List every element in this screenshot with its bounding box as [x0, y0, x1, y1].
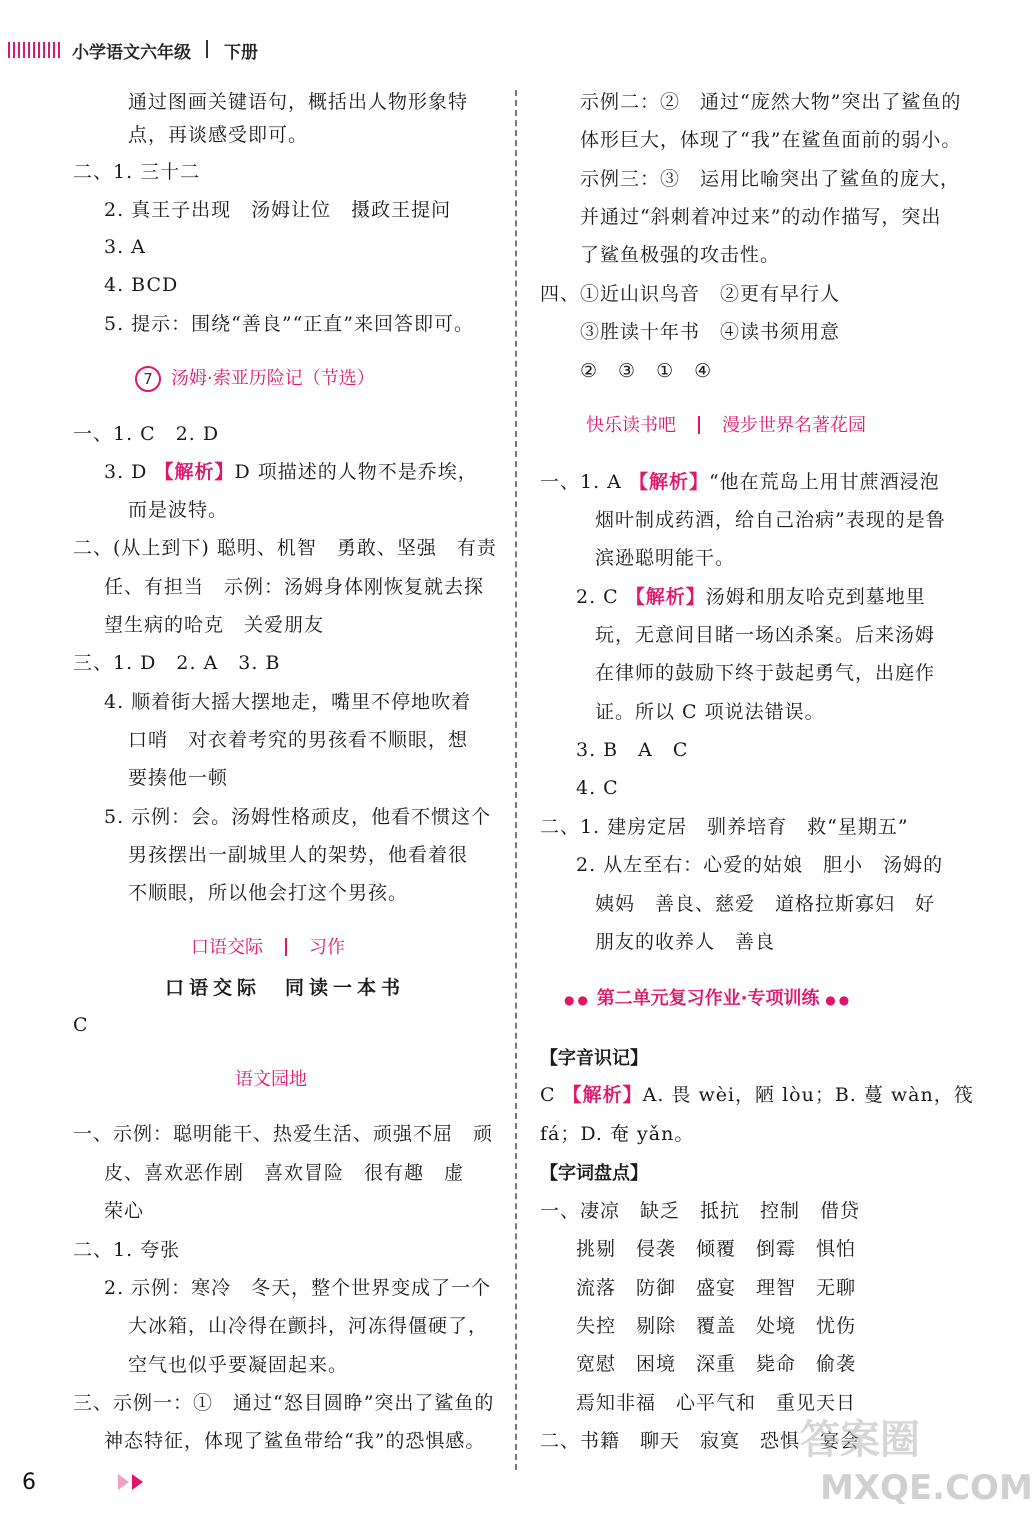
answer-line: 4. BCD — [104, 274, 179, 296]
answer-text: D 项描述的人物不是乔埃， — [234, 461, 478, 483]
column-divider — [515, 90, 517, 1470]
answer-text: C — [540, 1084, 556, 1106]
watermark-url: MXQE.COM — [820, 1468, 1033, 1508]
answer-line: 二、1. 夸张 — [73, 1239, 181, 1261]
answer-line: 4. 顺着街大摇大摆地走，嘴里不停地吹着 — [104, 691, 472, 713]
answer-line: 男孩摆出一副城里人的架势，他看着很 — [128, 844, 469, 866]
answer-line — [540, 469, 940, 495]
section-heading-oral — [191, 933, 345, 959]
answer-text: A. 畏 wèi，陋 lòu；B. 蔓 wàn，筏 — [642, 1084, 974, 1106]
page-header — [0, 30, 400, 63]
section-heading-text: 快乐读书吧 — [586, 415, 676, 436]
header-title: 小学语文六年级 — [72, 43, 191, 63]
header-stripes — [8, 42, 60, 58]
answer-line: 滨逊聪明能干。 — [595, 547, 736, 569]
word-list-row: 挑剔 侵袭 倾覆 倒霉 惧怕 — [576, 1238, 857, 1260]
answer-text: 一、1. A — [540, 471, 622, 493]
heading-bar — [285, 938, 287, 956]
analysis-tag: 【解析】 — [628, 471, 709, 493]
answer-line: 荣心 — [104, 1200, 145, 1222]
answer-line: 5. 示例：会。汤姆性格顽皮，他看不惯这个 — [104, 806, 492, 828]
answer-line: 任、有担当 示例：汤姆身体刚恢复就去探 — [104, 576, 485, 598]
answer-text: 3. D — [104, 461, 148, 483]
answer-line — [576, 584, 926, 610]
word-list-row: 失控 剔除 覆盖 处境 忧伤 — [576, 1315, 857, 1337]
answer-line: 玩，无意间目睹一场凶杀案。后来汤姆 — [595, 624, 936, 646]
word-list-row: 流落 防御 盛宴 理智 无聊 — [576, 1277, 857, 1299]
section-heading-garden: 语文园地 — [235, 1069, 307, 1090]
page-arrows-decoration — [118, 1474, 160, 1494]
page-number: 6 — [22, 1470, 36, 1495]
answer-line: C — [73, 1014, 89, 1036]
heading-bar — [698, 416, 700, 434]
word-list-row: 宽慰 困境 深重 毙命 偷袭 — [576, 1353, 857, 1375]
answer-line: 朋友的收养人 善良 — [595, 931, 776, 953]
analysis-tag: 【解析】 — [625, 586, 706, 608]
word-list-row: 焉知非福 心平气和 重见天日 — [576, 1392, 857, 1414]
answer-line: 一、1. C 2. D — [73, 423, 220, 445]
word-list-row: 一、凄凉 缺乏 抵抗 控制 借贷 — [540, 1200, 861, 1222]
subsection-heading: 【字音识记】 — [540, 1048, 648, 1069]
subsection-heading: 【字词盘点】 — [540, 1163, 648, 1184]
answer-line: 姨妈 善良、慈爱 道格拉斯寡妇 好 — [595, 893, 936, 915]
answer-line: 二、1. 建房定居 驯养培育 救“星期五” — [540, 816, 909, 838]
answer-text: 2. C — [576, 586, 619, 608]
answer-line — [540, 1082, 974, 1108]
word-list-row: 二、书籍 聊天 寂寞 恐惧 宴会 — [540, 1430, 861, 1452]
answer-line: 大冰箱，山冷得在颤抖，河冻得僵硬了， — [128, 1315, 489, 1337]
answer-line: 示例二：② 通过“庞然大物”突出了鲨鱼的 — [580, 91, 962, 113]
oral-subtitle: 口语交际 同读一本书 — [165, 977, 406, 999]
answer-line: 望生病的哈克 关爱朋友 — [104, 614, 325, 636]
answer-line: 点，再谈感受即可。 — [128, 124, 309, 146]
answer-text: 汤姆和朋友哈克到墓地里 — [705, 586, 926, 608]
answer-line: 3. A — [104, 236, 146, 258]
answer-line: 口哨 对衣着考究的男孩看不顺眼，想 — [128, 729, 469, 751]
answer-line: ③胜读十年书 ④读书须用意 — [580, 321, 841, 343]
answer-line: 示例三：③ 运用比喻突出了鲨鱼的庞大， — [580, 168, 961, 190]
answer-line: 一、示例：聪明能干、热爱生活、顽强不屈 顽 — [73, 1123, 494, 1145]
answer-line: 5. 提示：围绕“善良”“正直”来回答即可。 — [104, 313, 475, 335]
answer-line: 证。所以 C 项说法错误。 — [595, 701, 825, 723]
answer-line: 而是波特。 — [128, 499, 229, 521]
header-separator — [206, 40, 208, 58]
answer-line: 二、(从上到下) 聪明、机智 勇敢、坚强 有责 — [73, 537, 497, 559]
answer-line: 体形巨大，体现了“我”在鲨鱼面前的弱小。 — [580, 129, 962, 151]
answer-line: 通过图画关键语句，概括出人物形象特 — [128, 91, 469, 113]
decorative-dots: ●● — [825, 993, 853, 1007]
answer-line: 并通过“斜刺着冲过来”的动作描写，突出 — [580, 206, 942, 228]
answer-line: 2. 示例：寒冷 冬天，整个世界变成了一个 — [104, 1277, 492, 1299]
answer-line: 2. 从左至右：心爱的姑娘 胆小 汤姆的 — [576, 854, 944, 876]
answer-line: 在律师的鼓励下终于鼓起勇气，出庭作 — [595, 662, 936, 684]
answer-text: “他在荒岛上用甘蔗酒浸泡 — [708, 471, 940, 493]
answer-line: 了鲨鱼极强的攻击性。 — [580, 244, 781, 266]
answer-line: 4. C — [576, 777, 619, 799]
lesson-number-badge: 7 — [135, 366, 161, 392]
unit-review-heading — [564, 984, 852, 1010]
watermark-logo: 答案圈 — [800, 1417, 920, 1463]
answer-line: 皮、喜欢恶作剧 喜欢冒险 很有趣 虚 — [104, 1162, 465, 1184]
answer-line: 空气也似乎要凝固起来。 — [128, 1354, 349, 1376]
analysis-tag: 【解析】 — [562, 1084, 643, 1106]
header-volume: 下册 — [224, 43, 258, 63]
lesson-heading — [135, 364, 375, 392]
answer-line: 二、1. 三十二 — [73, 161, 201, 183]
answer-line: fá；D. 奄 yǎn。 — [540, 1123, 695, 1145]
answer-line: 不顺眼，所以他会打这个男孩。 — [128, 882, 409, 904]
answer-line: 神态特征，体现了鲨鱼带给“我”的恐惧感。 — [104, 1430, 486, 1452]
answer-line: 三、1. D 2. A 3. B — [73, 652, 281, 674]
answer-line — [104, 459, 478, 485]
answer-line: 3. B A C — [576, 739, 689, 761]
answer-line: 2. 真王子出现 汤姆让位 摄政王提问 — [104, 199, 452, 221]
unit-review-title: 第二单元复习作业·专项训练 — [596, 988, 820, 1009]
analysis-tag: 【解析】 — [154, 461, 235, 483]
answer-line: ② ③ ① ④ — [580, 360, 713, 382]
section-heading-text: 口语交际 — [191, 937, 263, 958]
decorative-dots: ●● — [564, 993, 591, 1007]
section-heading-reading — [586, 411, 866, 437]
lesson-title: 汤姆·索亚历险记（节选） — [171, 368, 375, 389]
answer-line: 要揍他一顿 — [128, 767, 229, 789]
section-heading-text: 漫步世界名著花园 — [722, 415, 866, 436]
answer-line: 四、①近山识鸟音 ②更有早行人 — [540, 283, 841, 305]
answer-line: 烟叶制成药酒，给自己治病”表现的是鲁 — [595, 509, 946, 531]
answer-line: 三、示例一：① 通过“怒目圆睁”突出了鲨鱼的 — [73, 1392, 495, 1414]
section-heading-text: 习作 — [309, 937, 345, 958]
